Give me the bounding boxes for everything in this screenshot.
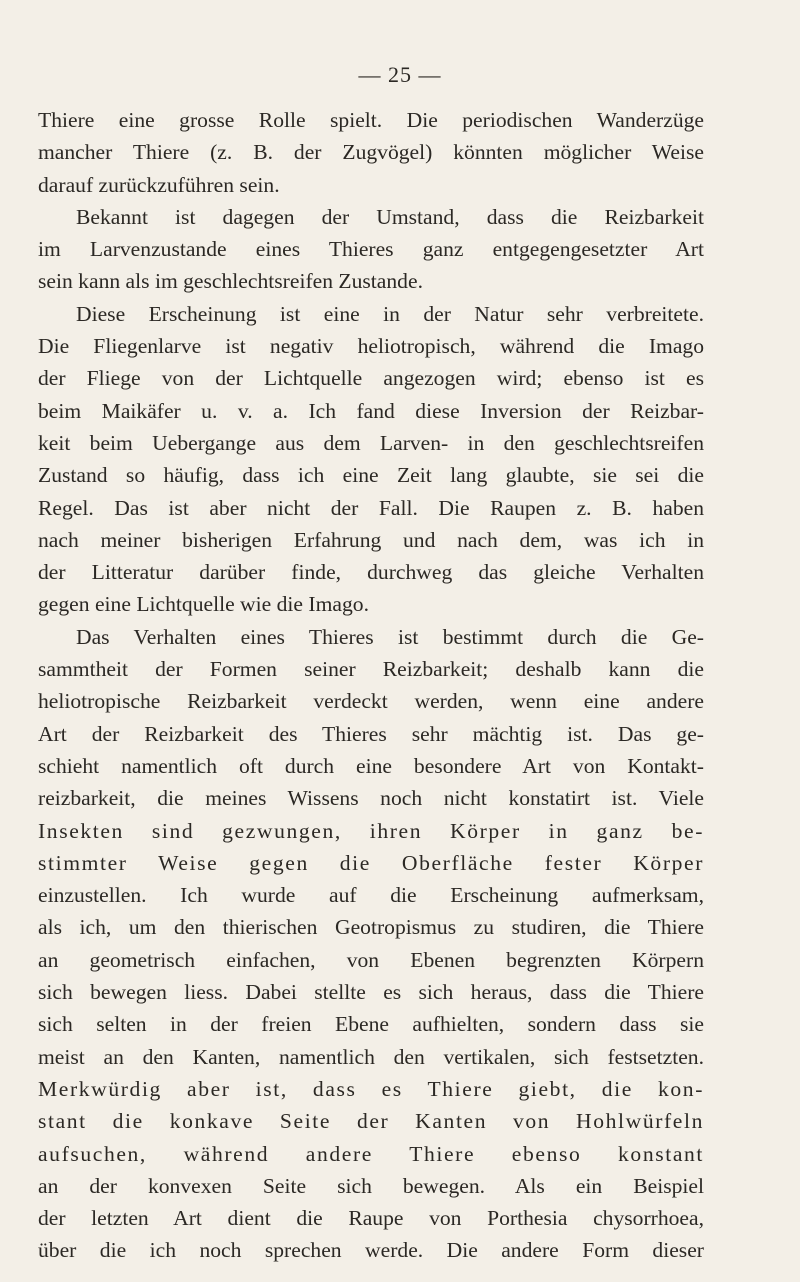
text-line: Das Verhalten eines Thieres ist bestimmt durch die Ge- — [76, 624, 704, 649]
text-line: meist an den Kanten, namentlich den vertikalen, sich festsetzten. — [38, 1044, 704, 1069]
text-line: gegen eine Lichtquelle wie die Imago. — [38, 592, 369, 617]
text-line: schieht namentlich oft durch eine besondere Art von Kontakt- — [38, 753, 704, 778]
text-line: sich selten in der freien Ebene aufhielten, sondern dass sie — [38, 1012, 704, 1037]
text-line: beim Maikäfer u. v. a. Ich fand diese Inversion der Reizbar- — [38, 398, 704, 423]
text-line: Insekten sind gezwungen, ihren Körper in ganz be- — [38, 818, 704, 843]
text-line: an der konvexen Seite sich bewegen. Als ein Beispiel — [38, 1173, 704, 1198]
text-line: darauf zurückzuführen sein. — [38, 172, 280, 197]
text-line: reizbarkeit, die meines Wissens noch nicht konstatirt ist. Viele — [38, 786, 704, 811]
text-line: als ich, um den thierischen Geotropismus zu studiren, die Thiere — [38, 915, 704, 940]
text-line: Zustand so häufig, dass ich eine Zeit lang glaubte, sie sei die — [38, 463, 704, 488]
body-text — [38, 104, 704, 1267]
text-line: Art der Reizbarkeit des Thieres sehr mächtig ist. Das ge- — [38, 721, 704, 746]
text-line: sammtheit der Formen seiner Reizbarkeit; deshalb kann die — [38, 657, 704, 682]
text-line: stant die konkave Seite der Kanten von Hohlwürfeln — [38, 1109, 704, 1134]
text-line: über die ich noch sprechen werde. Die andere Form dieser — [38, 1238, 704, 1263]
text-line: sein kann als im geschlechtsreifen Zustande. — [38, 269, 423, 294]
text-line: sich bewegen liess. Dabei stellte es sich heraus, dass die Thiere — [38, 980, 704, 1005]
text-line: einzustellen. Ich wurde auf die Erscheinung aufmerksam, — [38, 883, 704, 908]
text-line: der Litteratur darüber finde, durchweg das gleiche Verhalten — [38, 560, 704, 585]
text-line: Regel. Das ist aber nicht der Fall. Die Raupen z. B. haben — [38, 495, 704, 520]
text-line: heliotropische Reizbarkeit verdeckt werden, wenn eine andere — [38, 689, 704, 714]
text-line: Diese Erscheinung ist eine in der Natur sehr verbreitete. — [76, 301, 704, 326]
text-line: der Fliege von der Lichtquelle angezogen wird; ebenso ist es — [38, 366, 704, 391]
page-number: — 25 — — [358, 62, 442, 87]
text-line: im Larvenzustande eines Thieres ganz entgegengesetzter Art — [38, 237, 704, 262]
text-line: Merkwürdig aber ist, dass es Thiere giebt, die kon- — [38, 1076, 704, 1101]
text-line: Bekannt ist dagegen der Umstand, dass die Reizbarkeit — [76, 204, 704, 229]
text-line: nach meiner bisherigen Erfahrung und nach dem, was ich in — [38, 527, 704, 552]
text-line: stimmter Weise gegen die Oberfläche fester Körper — [38, 850, 704, 875]
text-line: der letzten Art dient die Raupe von Porthesia chysorrhoea, — [38, 1206, 704, 1231]
text-line: mancher Thiere (z. B. der Zugvögel) könnten möglicher Weise — [38, 140, 704, 165]
text-line: keit beim Uebergange aus dem Larven- in den geschlechtsreifen — [38, 430, 704, 455]
text-line: an geometrisch einfachen, von Ebenen begrenzten Körpern — [38, 947, 704, 972]
text-line: Thiere eine grosse Rolle spielt. Die periodischen Wanderzüge — [38, 108, 704, 132]
text-line: Die Fliegenlarve ist negativ heliotropisch, während die Imago — [38, 334, 704, 359]
text-line: aufsuchen, während andere Thiere ebenso konstant — [38, 1141, 704, 1166]
